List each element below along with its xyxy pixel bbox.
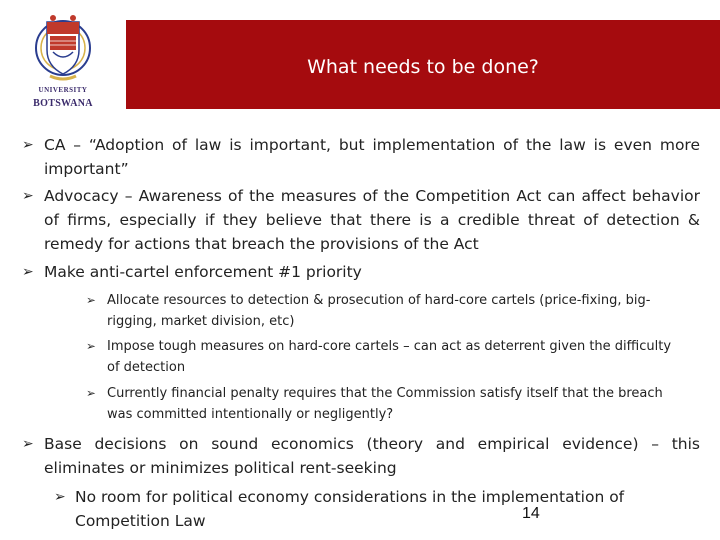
title-bar [126,20,720,109]
sub-bullet-text: Allocate resources to detection & prosecution of hard-core cartels (price-fixing, big-rigging, market division, etc) [107,293,651,329]
sub-bullet-impose [86,336,686,378]
sub-bullet-text: Impose tough measures on hard-core cartels – can act as deterrent given the difficulty of detection [107,339,672,375]
sub-bullet-no-room [54,485,674,533]
bullet-ca-adoption [22,133,700,181]
arrow-bullet-icon: ➢ [54,489,66,505]
arrow-bullet-icon: ➢ [22,264,34,280]
sub-bullet-text: Currently financial penalty requires that the Commission satisfy itself that the breach was committed intentionally or negligently? [107,386,663,422]
shield-crest-icon [20,8,106,86]
bullet-text: Advocacy – Awareness of the measures of the Competition Act can affect behavior of firms, especially if they believe that there is a credible threat of detection & remedy for actions that breach the provisions of the Act [44,187,700,253]
arrow-bullet-icon: ➢ [86,339,96,353]
logo-line-1: UNIVERSITY [38,86,88,94]
sub-bullet-text: No room for political economy considerations in the implementation of Competition Law [75,488,625,530]
sub-bullet-penalty [86,383,686,425]
arrow-bullet-icon: ➢ [86,386,96,400]
arrow-bullet-icon: ➢ [22,436,34,452]
bullet-advocacy [22,184,700,256]
bullet-priority [22,260,700,284]
bullet-text: Base decisions on sound economics (theory and empirical evidence) – this eliminates or minimizes political rent-seeking [44,435,700,477]
slide-title: What needs to be done? [307,56,539,78]
logo-line-2: BOTSWANA [33,98,93,109]
page-number: 14 [522,505,540,522]
sub-bullet-allocate [86,290,686,332]
bullet-text: CA – “Adoption of law is important, but implementation of the law is even more important” [44,136,700,178]
bullet-text: Make anti-cartel enforcement #1 priority [44,263,362,281]
university-logo [20,8,106,112]
arrow-bullet-icon: ➢ [22,137,34,153]
arrow-bullet-icon: ➢ [86,293,96,307]
arrow-bullet-icon: ➢ [22,188,34,204]
bullet-economics [22,432,700,480]
